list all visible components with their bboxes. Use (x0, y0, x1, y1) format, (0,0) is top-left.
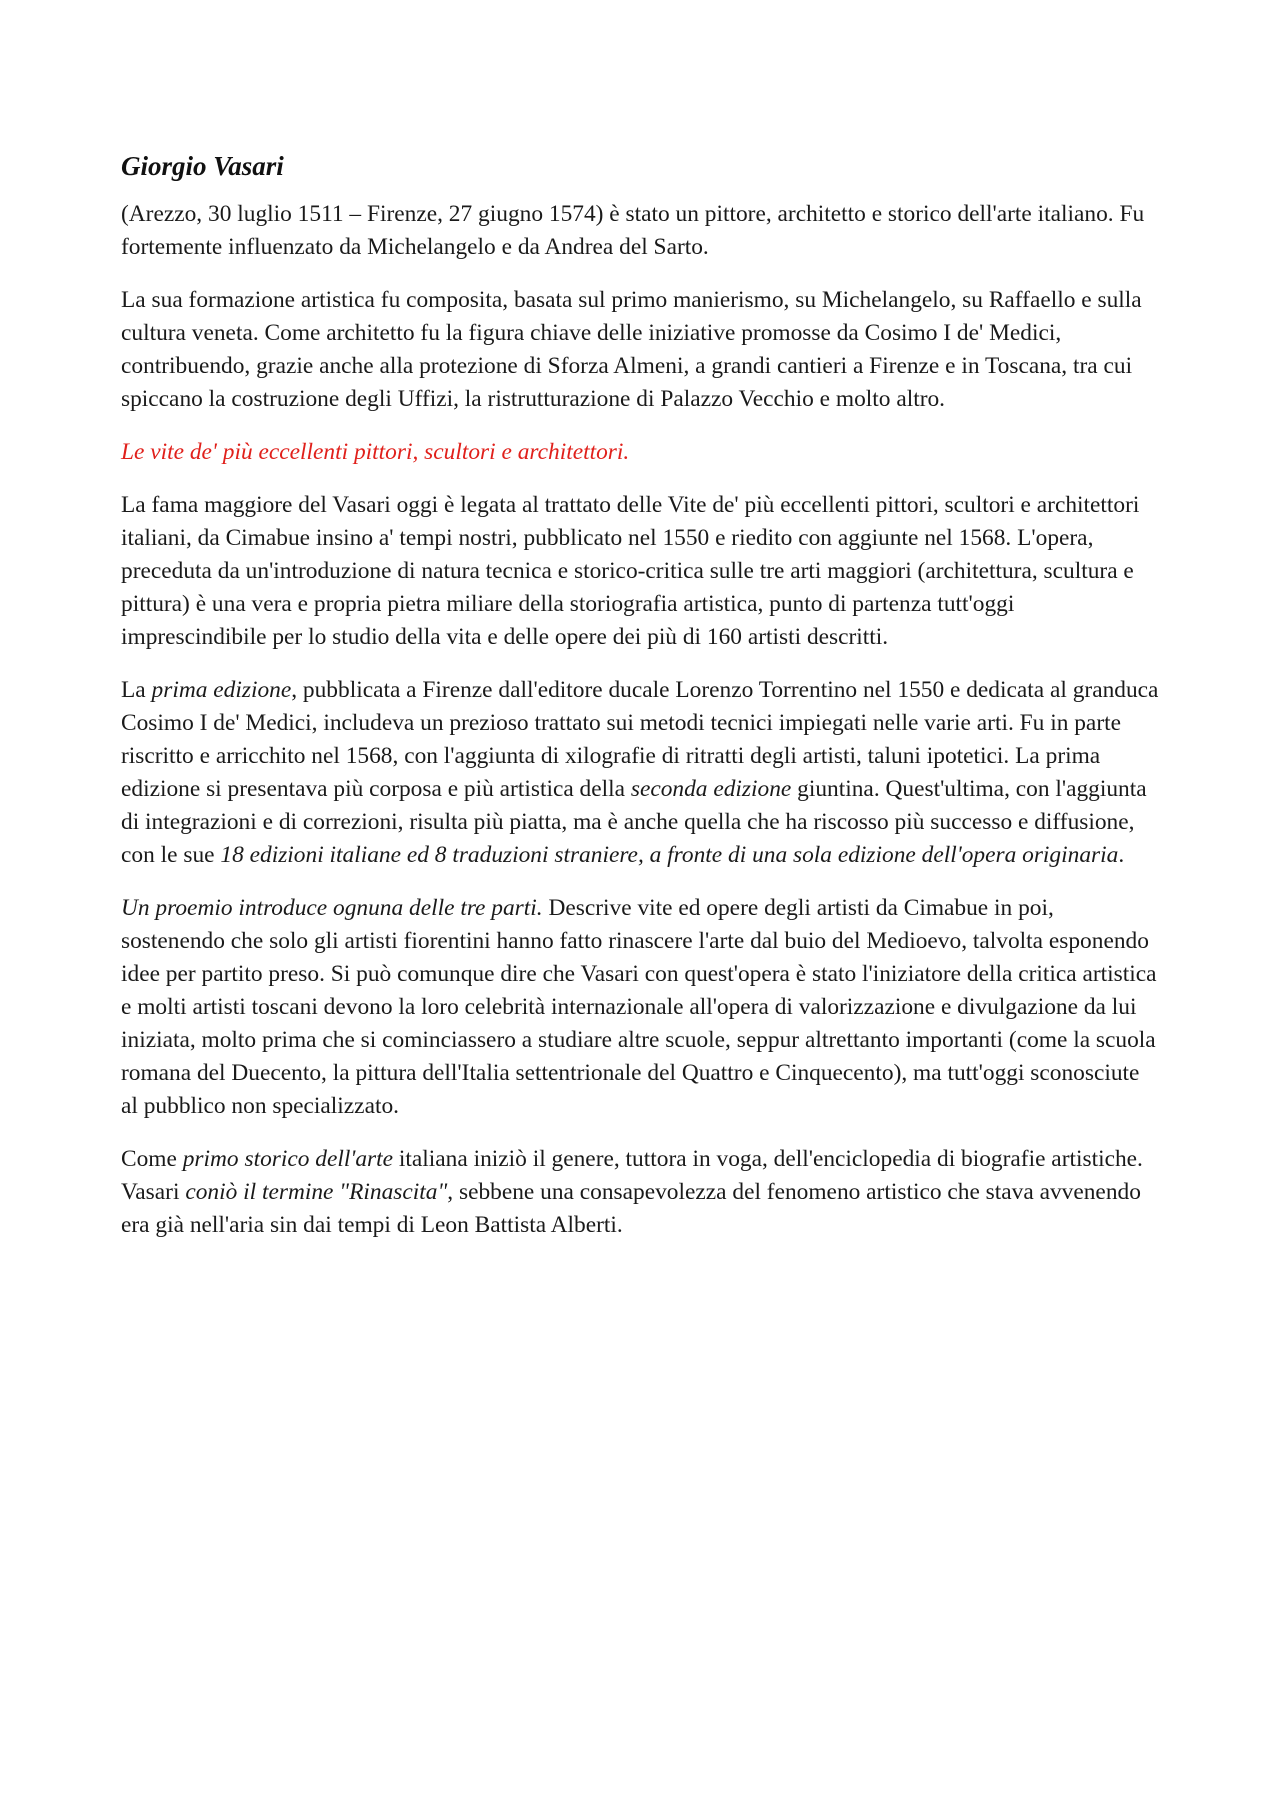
paragraph-proemio (121, 892, 1161, 1123)
paragraph-editions (121, 674, 1161, 872)
italic-run: seconda edizione (630, 776, 792, 802)
paragraph-storico (121, 1143, 1161, 1242)
paragraph-intro: (Arezzo, 30 luglio 1511 – Firenze, 27 giugno 1574) è stato un pittore, architetto e storico dell'arte italiano. Fu fortemente influenzato da Michelangelo e da Andrea del Sarto. (121, 201, 1145, 260)
document-title: Giorgio Vasari (121, 151, 284, 181)
text-run: Descrive vite ed opere degli artisti da Cimabue in poi, sostenendo che solo gli artisti fiorentini hanno fatto rinascere l'arte dal buio del Medioevo, talvolta esponendo idee per partito preso. Si può comunque dire che Vasari con quest'opera è stato l'iniziatore della critica artistica e molti artisti toscani devono la loro celebrità internazionale all'opera di valorizzazione e divulgazione da lui iniziata, molto prima che si cominciassero a studiare altre scuole, seppur altrettanto importanti (come la scuola romana del Duecento, la pittura dell'Italia settentrionale del Quattro e Cinquecento), ma tutt'oggi sconosciute al pubblico non specializzato. (121, 895, 1157, 1119)
document-body (121, 148, 1161, 1262)
italic-run: Un proemio introduce ognuna delle tre parti. (121, 895, 543, 921)
text-run: La (121, 677, 152, 703)
section-heading-vite: Le vite de' più eccellenti pittori, scultori e architettori. (121, 439, 630, 465)
text-run: . (1118, 842, 1125, 868)
text-run: Come (121, 1146, 183, 1172)
text-run: , pubblicata a Firenze dall'editore ducale Lorenzo Torrentino nel 1550 e dedicata al granduca Cosimo I de' Medici, includeva un prezioso trattato sui metodi tecnici impiegati nelle varie arti. Fu in parte riscritto e arricchito nel 1568, con l'aggiunta di xilografie di ritratti degli artisti, taluni ipotetici. La prima edizione si presentava più corposa e più artistica della (121, 677, 1159, 802)
italic-run: primo storico dell'arte (182, 1146, 394, 1172)
text-run: italiana iniziò il genere, tuttora in voga, dell'enciclopedia di biografie artistiche. Vasari (121, 1146, 1143, 1205)
text-run: giuntina. Quest'ultima, con l'aggiunta di integrazioni e di correzioni, risulta più piatta, ma è anche quella che ha riscosso più successo e diffusione, con le sue (121, 776, 1147, 868)
italic-run: coniò il termine "Rinascita" (185, 1179, 448, 1205)
italic-run: prima edizione (151, 677, 292, 703)
paragraph-formation: La sua formazione artistica fu composita, basata sul primo manierismo, su Michelangelo, su Raffaello e sulla cultura veneta. Come architetto fu la figura chiave delle iniziative promosse da Cosimo I de' Medici, contribuendo, grazie anche alla protezione di Sforza Almeni, a grandi cantieri a Firenze e in Toscana, tra cui spiccano la costruzione degli Uffizi, la ristrutturazione di Palazzo Vecchio e molto altro. (121, 287, 1142, 412)
italic-run: 18 edizioni italiane ed 8 traduzioni straniere, a fronte di una sola edizione dell'opera originaria (220, 842, 1119, 868)
paragraph-fame: La fama maggiore del Vasari oggi è legata al trattato delle Vite de' più eccellenti pittori, scultori e architettori italiani, da Cimabue insino a' tempi nostri, pubblicato nel 1550 e riedito con aggiunte nel 1568. L'opera, preceduta da un'introduzione di natura tecnica e storico-critica sulle tre arti maggiori (architettura, scultura e pittura) è una vera e propria pietra miliare della storiografia artistica, punto di partenza tutt'oggi imprescindibile per lo studio della vita e delle opere dei più di 160 artisti descritti. (121, 492, 1140, 650)
text-run: , sebbene una consapevolezza del fenomeno artistico che stava avvenendo era già nell'aria sin dai tempi di Leon Battista Alberti. (121, 1179, 1141, 1238)
